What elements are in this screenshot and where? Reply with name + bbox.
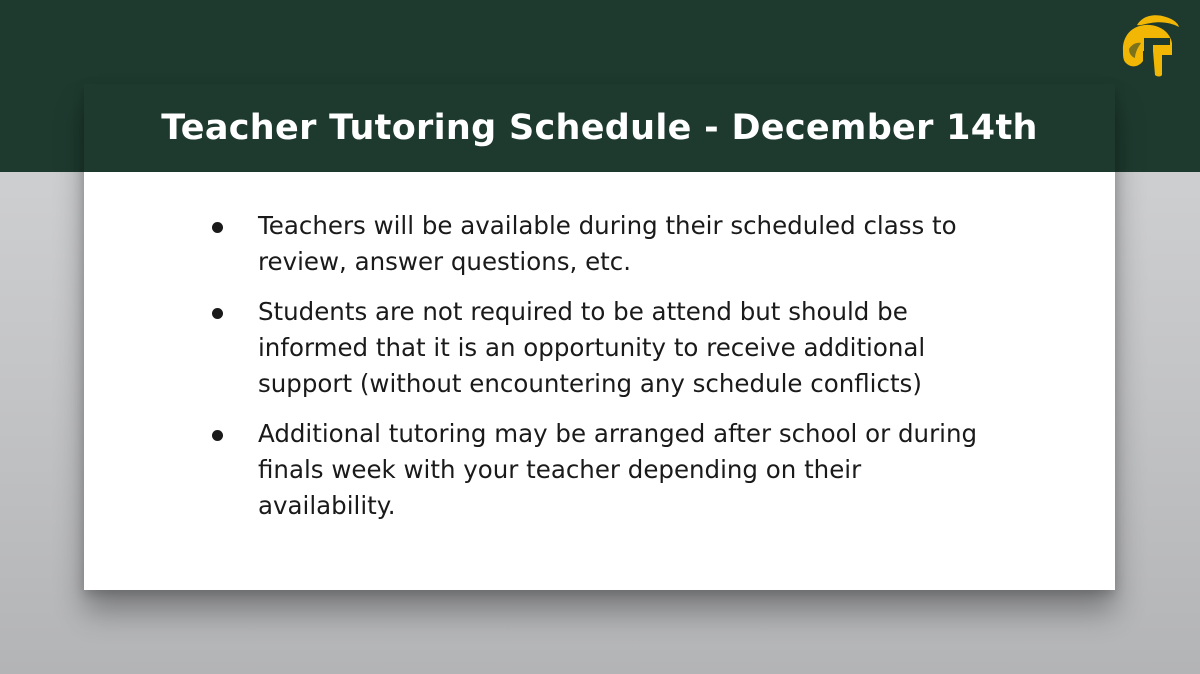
bullet-text: Students are not required to be attend but should be informed that it is an opportunity to receive additional support (without encountering any schedule conflicts): [258, 297, 926, 398]
spartan-helmet-icon: [1117, 11, 1179, 77]
slide-title: Teacher Tutoring Schedule - December 14th: [161, 108, 1038, 148]
bullet-item: [208, 294, 998, 402]
bullet-item: [208, 208, 998, 280]
bullet-dot-icon: [212, 308, 223, 319]
bullet-item: [208, 416, 998, 524]
content-card: [84, 84, 1115, 590]
bullet-dot-icon: [212, 430, 223, 441]
card-header: [84, 84, 1115, 172]
bullet-list: [208, 208, 998, 538]
bullet-text: Teachers will be available during their scheduled class to review, answer questions, etc.: [258, 211, 957, 276]
bullet-text: Additional tutoring may be arranged after school or during finals week with your teacher depending on their availability.: [258, 419, 978, 520]
bullet-dot-icon: [212, 222, 223, 233]
